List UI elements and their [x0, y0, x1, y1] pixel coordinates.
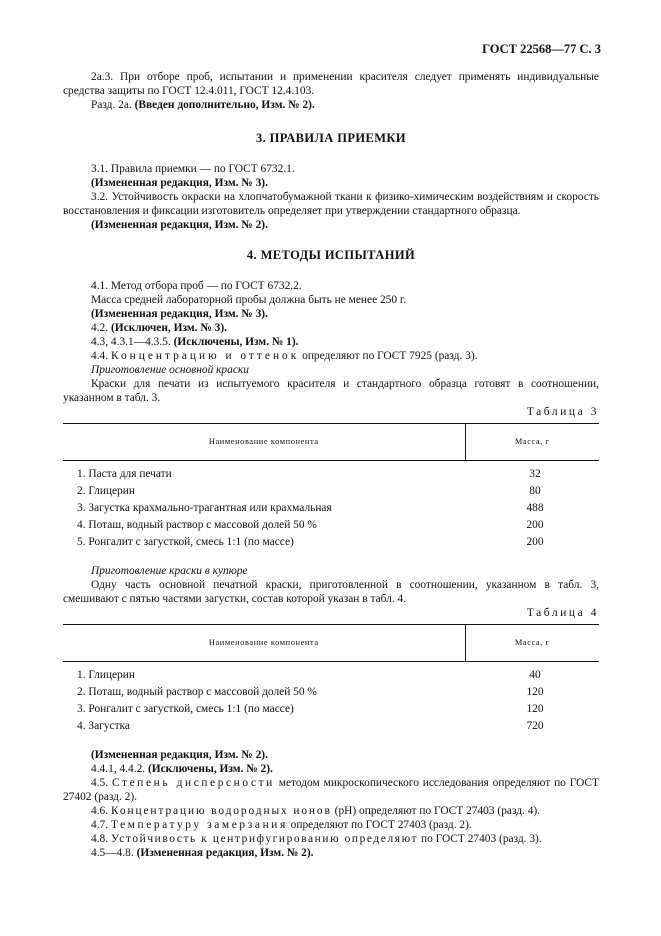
paragraph-4-4	[63, 349, 599, 363]
paragraph-4-6	[63, 804, 599, 818]
component-name: 4. Поташ, водный раствор с массовой долей 50 %	[77, 518, 317, 531]
page-header: ГОСТ 22568—77 С. 3	[482, 42, 601, 56]
paragraph-4-8	[63, 832, 599, 846]
clause-number: 4.4.1, 4.4.2.	[91, 763, 146, 776]
component-mass: 32	[529, 468, 541, 481]
amendment-note: (Исключены, Изм. № 1).	[173, 336, 299, 348]
component-name: 5. Ронгалит с загусткой, смесь 1:1 (по массе)	[77, 535, 294, 548]
clause-text: по ГОСТ 27403 (разд. 3).	[421, 833, 542, 846]
column-header-name: Наименование компонента	[63, 424, 465, 461]
clause-number: 4.5.	[91, 777, 109, 790]
clause-text: методом микроскопического исследования определяют по ГОСТ 27402 (разд. 2).	[63, 777, 599, 804]
table-row	[63, 461, 599, 483]
clause-number: 4.7.	[91, 819, 109, 832]
clause-number: 4.8.	[91, 833, 109, 846]
amendment-note: (Исключен, Изм. № 3).	[110, 322, 227, 334]
table-row	[63, 701, 599, 718]
column-header-mass: Масса, г	[465, 624, 599, 661]
table-row	[63, 516, 599, 533]
table-row	[63, 717, 599, 734]
clause-text: определяют по ГОСТ 7925 (разд. 3).	[302, 350, 478, 362]
note-prefix: Разд. 2а.	[91, 99, 132, 111]
paragraph-4-2	[63, 321, 599, 335]
amendment-note: (Измененная редакция, Изм. № 2).	[91, 219, 268, 231]
component-mass: 120	[526, 702, 544, 715]
table-row	[63, 533, 599, 550]
component-name: 1. Глицерин	[77, 669, 135, 682]
spaced-term: Концентрацию водородных ионов	[110, 805, 332, 818]
table-header-row	[63, 424, 599, 461]
document-body	[63, 70, 599, 860]
subheading-cut-paint: Приготовление краски в купюре	[91, 564, 248, 577]
section-3-title: 3. ПРАВИЛА ПРИЕМКИ	[255, 131, 407, 145]
table-4-caption: Таблица 4	[526, 606, 599, 619]
table-row	[63, 661, 599, 683]
subheading-base-paint: Приготовление основной краски	[91, 364, 249, 376]
amendment-note: (Измененная редакция, Изм. № 3).	[91, 177, 268, 189]
column-header-mass: Масса, г	[465, 424, 599, 461]
table-row	[63, 684, 599, 701]
paragraph-cut-paint: Одну часть основной печатной краски, приготовленной в соотношении, указанном в табл. 3, смешивают с пятью частями загустки, состав которой указан в табл. 4.	[63, 578, 599, 605]
component-mass: 488	[526, 501, 544, 514]
component-mass: 720	[526, 719, 544, 732]
section-4-title: 4. МЕТОДЫ ИСПЫТАНИЙ	[246, 248, 416, 262]
clause-number: 4.2.	[91, 322, 109, 334]
paragraph-2a-note	[63, 98, 599, 112]
clause-text: (рН) определяют по ГОСТ 27403 (разд. 4).	[334, 805, 541, 818]
table-row	[63, 500, 599, 517]
paragraph-4-5	[63, 776, 599, 804]
paragraph-2a3: 2а.3. При отборе проб, испытании и применении красителя следует применять индивидуальные средства защиты по ГОСТ 12.4.011, ГОСТ 12.4.103.	[63, 71, 599, 97]
clause-number: 4.4.	[91, 350, 109, 362]
spaced-term: Концентрацию и оттенок	[110, 350, 300, 362]
amendment-note: (Измененная редакция, Изм. № 2).	[136, 847, 314, 860]
component-name: 2. Поташ, водный раствор с массовой долей 50 %	[77, 686, 317, 699]
table-3-caption: Таблица 3	[526, 406, 599, 418]
table-row	[63, 483, 599, 500]
paragraph-3-1: 3.1. Правила приемки — по ГОСТ 6732.1.	[91, 163, 295, 175]
component-mass: 200	[526, 518, 544, 531]
spaced-term: Степень дисперсности	[112, 777, 275, 790]
spaced-term: Устойчивость к центрифугированию определяют	[110, 833, 419, 846]
clause-text: определяют по ГОСТ 27403 (разд. 2).	[290, 819, 472, 832]
clause-number: 4.5—4.8.	[91, 847, 134, 860]
paragraph-base-paint: Краски для печати из испытуемого красителя и стандартного образца готовят в соотношении, указанном в табл. 3.	[63, 378, 599, 404]
paragraph-4-7	[63, 818, 599, 832]
spaced-term: Температуру замерзания	[110, 819, 288, 832]
paragraph-4-4-1	[63, 762, 599, 776]
amendment-note: (Измененная редакция, Изм. № 3).	[91, 308, 268, 320]
component-mass: 80	[529, 485, 541, 498]
component-mass: 40	[529, 669, 541, 682]
amendment-note: (Исключены, Изм. № 2).	[147, 763, 273, 776]
table-header-row	[63, 624, 599, 661]
amendment-note: (Введен дополнительно, Изм. № 2).	[134, 99, 315, 111]
component-name: 1. Паста для печати	[77, 468, 172, 481]
clause-number: 4.3, 4.3.1—4.3.5.	[91, 336, 171, 348]
amendment-note: (Измененная редакция, Изм. № 2).	[91, 749, 268, 762]
table-3	[63, 423, 599, 550]
component-name: 3. Загустка крахмально-трагантная или крахмальная	[77, 501, 332, 514]
clause-number: 4.6.	[91, 805, 109, 818]
table-4	[63, 624, 599, 734]
component-name: 3. Ронгалит с загусткой, смесь 1:1 (по массе)	[77, 702, 294, 715]
paragraph-4-3	[63, 335, 599, 349]
paragraph-3-2: 3.2. Устойчивость окраски на хлопчатобумажной ткани к физико-химическим воздействиям и скорость восстановления и фиксации изготовитель определяет при утверждении стандартного образца.	[63, 191, 599, 217]
component-mass: 200	[526, 535, 544, 548]
paragraph-4-1-mass: Масса средней лабораторной пробы должна быть не менее 250 г.	[91, 294, 407, 306]
column-header-name: Наименование компонента	[63, 624, 465, 661]
component-name: 4. Загустка	[77, 719, 130, 732]
component-mass: 120	[526, 686, 544, 699]
component-name: 2. Глицерин	[77, 485, 135, 498]
paragraph-4-5-4-8	[63, 846, 599, 860]
paragraph-4-1: 4.1. Метод отбора проб — по ГОСТ 6732.2.	[91, 280, 302, 292]
